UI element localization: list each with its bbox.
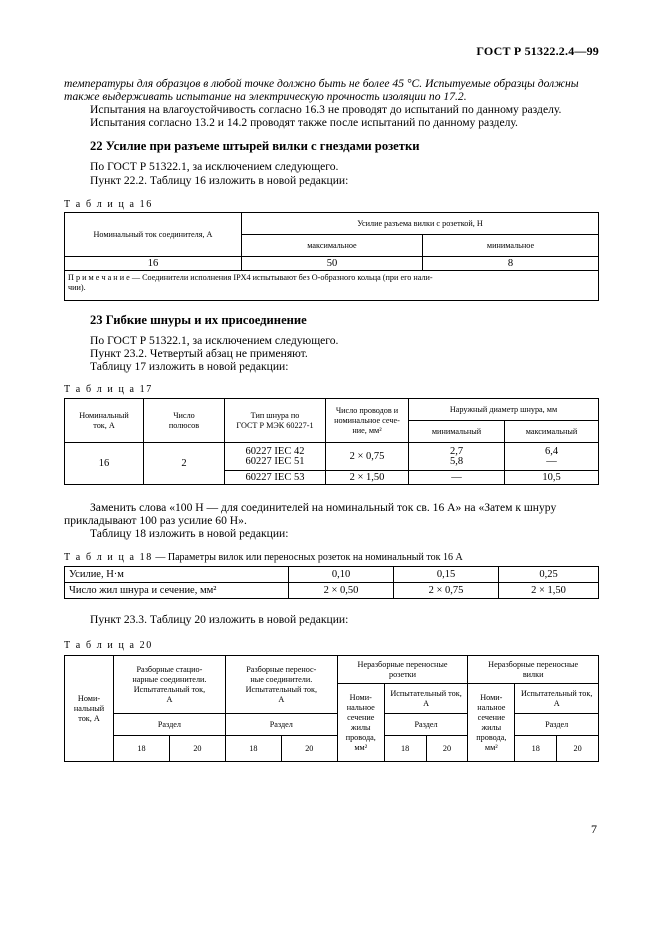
section-23-para-1: По ГОСТ Р 51322.1, за исключением следующего. [90,334,339,347]
section-22-heading: 22 Усилие при разъеме штырей вилки с гнездами розетки [90,139,420,153]
t17-dmax-a: 6,4 [544,445,559,457]
t17-cell-wires-c: 2 × 1,50 [326,471,409,485]
section-22-para-1: По ГОСТ Р 51322.1, за исключением следующего. [90,160,339,173]
intro-line-1: температуры для образцов в любой точке должно быть не более 45 °С. Испытуемые образцы должны [64,77,579,90]
t18-row2-v3: 2 × 1,50 [499,583,599,599]
t17-type-a: 60227 IEC 42 [245,445,305,457]
t17-dmin-a: 2,7 [449,445,464,457]
t20-sec-v-l5: провода, [476,732,507,742]
table-17 [64,398,599,485]
t20-sec-r-l1: Номи- [349,692,372,702]
t20-sec-v-l3: сечение [477,712,505,722]
t20-header-nerazb-vilki [468,656,599,684]
after-17-line-3: Таблицу 18 изложить в новой редакции: [90,527,289,540]
table-18-caption-text: — Параметры вилок или переносных розеток на номинальный ток 16 А [152,552,463,563]
table-18-caption [64,552,463,563]
t20-sec-r-l6: мм² [354,742,368,752]
t17-header-poles-l1: Число [173,410,195,420]
t20-col-20-c: 20 [426,736,468,762]
t17-header-rated [65,399,144,443]
t18-row2-v1: 2 × 0,50 [289,583,394,599]
t17-header-type-l2: ГОСТ Р МЭК 60227-1 [236,420,314,430]
t20-tc-v-l1: Испытательный ток, [520,688,593,698]
t16-header-force: Усилие разъема вилки с розеткой, Н [242,213,599,235]
t17-dmax-b: — [546,455,557,467]
t17-header-dmax: максимальный [505,421,599,443]
t20-razdel-4: Раздел [515,714,599,736]
table-20 [64,655,599,762]
t16-note-label: П р и м е ч а н и е [68,273,130,282]
t20-header-nerazb-rozetki [337,656,468,684]
t16-note-line-1: — Соединители исполнения IPX4 испытывают без О-образного кольца (при его нали- [129,273,433,282]
t17-header-poles-l2: полюсов [168,420,200,430]
t17-header-poles [144,399,225,443]
t16-header-rated: Номинальный ток соединителя, А [65,213,242,257]
t20-rp-l2: ные соединители. [250,674,313,684]
table-17-caption: Т а б л и ц а 17 [64,384,153,395]
section-23-para-3: Таблицу 17 изложить в новой редакции: [90,360,289,373]
t20-sec-v-l1: Номи- [480,692,503,702]
t20-nv-l1: Неразборные переносные [488,659,579,669]
t17-header-wires-l2: номинальное сече- [334,415,400,425]
t17-cell-poles: 2 [144,443,225,485]
t20-col-18-d: 18 [515,736,557,762]
document-code: ГОСТ Р 51322.2.4—99 [476,44,599,58]
table-20-caption: Т а б л и ц а 20 [64,640,153,651]
t20-sec-v-l4: жилы [481,722,502,732]
section-23-heading: 23 Гибкие шнуры и их присоединение [90,313,307,327]
t17-header-rated-l1: Номинальный [79,410,129,420]
t18-row2-v2: 2 × 0,75 [394,583,499,599]
t20-rp-l3: Испытательный ток, [245,684,318,694]
t16-note [65,271,599,301]
t20-col-20-b: 20 [281,736,337,762]
t20-header-razb-stac [114,656,226,714]
table-row [65,567,599,583]
table-row [65,443,599,471]
t17-cell-rated: 16 [65,443,144,485]
t20-sec-v-l2: нальное [477,702,506,712]
t16-header-max: максимальное [242,235,423,257]
t17-header-wires [326,399,409,443]
t20-razdel-3: Раздел [384,714,468,736]
t17-cell-type-ab [225,443,326,471]
t20-header-nominal [65,656,114,762]
t20-nom-l2: нальный [73,703,105,713]
t17-cell-dmax-c: 10,5 [505,471,599,485]
t17-dmin-b: 5,8 [449,455,464,467]
t16-cell-min: 8 [423,257,599,271]
t20-header-testcur-v [515,684,599,714]
intro-line-4: Испытания согласно 13.2 и 14.2 проводят также после испытаний по данному разделу. [90,116,518,129]
t17-header-wires-l3: ние, мм² [352,425,382,435]
t20-rp-l4: А [278,694,285,704]
t18-row1-label: Усилие, Н·м [65,567,289,583]
t17-type-b: 60227 IEC 51 [245,455,305,467]
t17-header-type [225,399,326,443]
t17-header-rated-l2: ток, А [93,420,115,430]
t20-col-18-b: 18 [225,736,281,762]
t20-header-section-v [468,684,515,762]
t17-header-wires-l1: Число проводов и [335,405,399,415]
table-16-caption: Т а б л и ц а 16 [64,199,153,210]
t20-col-20-a: 20 [169,736,225,762]
t20-nom-l1: Номи- [77,693,101,703]
t20-np-l1: Неразборные переносные [357,659,448,669]
t16-note-line-2: чии). [68,283,86,292]
t20-razdel-2: Раздел [225,714,337,736]
t20-col-18-c: 18 [384,736,426,762]
t20-nom-l3: ток, А [78,713,100,723]
t17-header-type-l1: Тип шнура по [250,410,300,420]
t16-cell-rated: 16 [65,257,242,271]
table-row [65,583,599,599]
t20-sec-r-l5: провода, [345,732,376,742]
t20-sec-r-l4: жилы [350,722,371,732]
section-22-para-2: Пункт 22.2. Таблицу 16 изложить в новой редакции: [90,174,349,187]
t17-cell-dmax-ab [505,443,599,471]
t18-row1-v1: 0,10 [289,567,394,583]
t17-header-diameter: Наружный диаметр шнура, мм [409,399,599,421]
page-number: 7 [591,822,597,836]
t20-np-l2: розетки [389,669,417,679]
t18-row1-v3: 0,25 [499,567,599,583]
t17-header-dmin: минимальный [409,421,505,443]
t17-cell-dmin-ab [409,443,505,471]
t20-razdel-1: Раздел [114,714,226,736]
table-18-caption-label: Т а б л и ц а 18 [64,552,153,563]
t20-rs-l3: Испытательный ток, [133,684,206,694]
after-17-line-2: прикладывают 100 раз усилие 60 Н». [64,514,247,527]
section-23-para-2: Пункт 23.2. Четвертый абзац не применяют. [90,347,308,360]
t18-row2-label: Число жил шнура и сечение, мм² [65,583,289,599]
t20-sec-r-l2: нальное [346,702,375,712]
intro-line-2: также выдерживать испытание на электрическую прочность изоляции по 17.2. [64,90,467,103]
t20-col-18-a: 18 [114,736,170,762]
t20-header-testcur-r [384,684,468,714]
t16-header-min: минимальное [423,235,599,257]
t20-header-razb-per [225,656,337,714]
t20-tc-v-l2: А [553,698,560,708]
t20-rp-l1: Разборные перенос- [246,664,317,674]
after-18-line-1: Пункт 23.3. Таблицу 20 изложить в новой редакции: [90,613,349,626]
t20-header-section-r [337,684,384,762]
t20-sec-r-l3: сечение [347,712,375,722]
t17-cell-wires-ab: 2 × 0,75 [326,443,409,471]
t20-rs-l2: нарные соединители. [132,674,207,684]
table-row [65,257,599,271]
t20-rs-l4: А [166,694,173,704]
t18-row1-v2: 0,15 [394,567,499,583]
t20-nv-l2: вилки [522,669,544,679]
t17-cell-dmin-c: — [409,471,505,485]
t20-rs-l1: Разборные стацио- [136,664,203,674]
intro-line-3: Испытания на влагоустойчивость согласно 16.3 не проводят до испытаний по данному разделу. [90,103,562,116]
after-17-line-1: Заменить слова «100 Н — для соединителей на номинальный ток св. 16 А» на «Затем к шнуру [90,501,557,514]
table-16 [64,212,599,301]
t20-sec-v-l6: мм² [484,742,498,752]
t20-tc-r-l1: Испытательный ток, [390,688,462,698]
table-18 [64,566,599,599]
t20-tc-r-l2: А [423,698,429,708]
t20-col-20-d: 20 [557,736,599,762]
t16-cell-max: 50 [242,257,423,271]
t17-cell-type-c: 60227 IEC 53 [225,471,326,485]
